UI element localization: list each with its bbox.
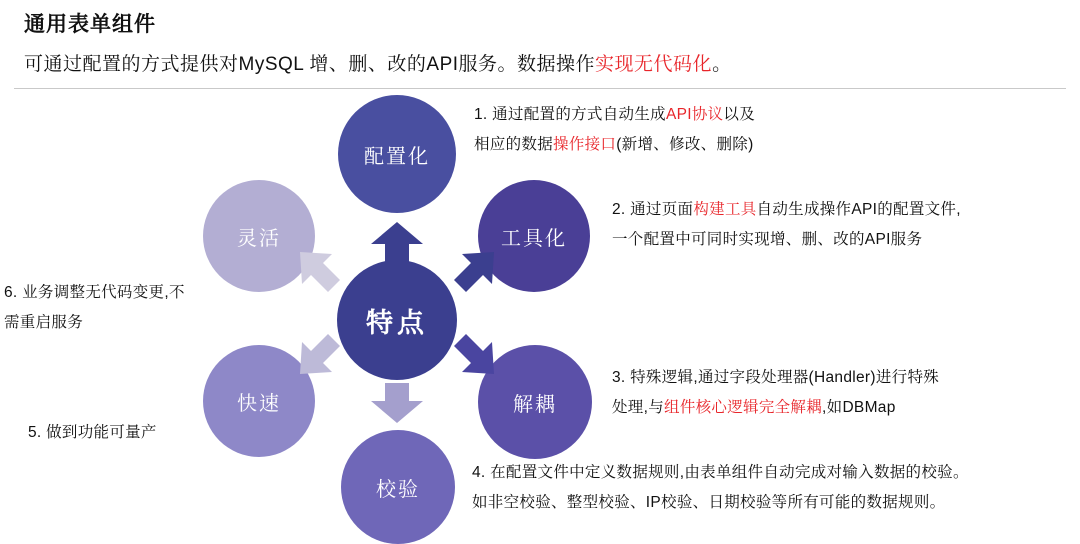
header-divider — [14, 88, 1066, 89]
item-1-line-2-highlight: 操作接口 — [553, 136, 617, 153]
item-1-line-2 — [474, 130, 894, 160]
diagram-node-verify-label: 校验 — [376, 478, 420, 501]
item-2-line-2: 一个配置中可同时实现增、删、改的API服务 — [612, 231, 923, 248]
item-6-line-1: 6. 业务调整无代码变更,不 — [4, 284, 185, 301]
item-2-text — [612, 195, 1052, 255]
diagram-node-center — [337, 260, 457, 380]
item-5-text — [28, 418, 218, 448]
item-3-line-1: 3. 特殊逻辑,通过字段处理器(Handler)进行特殊 — [612, 369, 940, 386]
diagram-node-center-label: 特点 — [366, 307, 428, 338]
arrow-upleft-icon — [298, 250, 344, 296]
item-3-line-2-highlight: 组件核心逻辑完全解耦 — [664, 399, 823, 416]
item-3-line-2 — [612, 393, 1062, 423]
item-5-line-1: 5. 做到功能可量产 — [28, 424, 157, 441]
item-1-line-1-post: 以及 — [723, 106, 756, 123]
item-6-text — [4, 278, 209, 338]
item-2-line-1-post: 自动生成操作API的配置文件, — [756, 201, 961, 218]
page-subtitle — [24, 49, 732, 76]
page-title: 通用表单组件 — [24, 13, 156, 36]
item-1-line-1-highlight: API协议 — [665, 106, 724, 123]
item-3-text — [612, 363, 1062, 423]
subtitle-text-post: 。 — [712, 54, 732, 75]
arrow-up-icon — [371, 222, 423, 262]
item-2-line-1 — [612, 195, 1052, 225]
item-4-text — [472, 458, 1072, 518]
subtitle-highlight: 实现无代码化 — [595, 54, 713, 75]
item-1-text — [474, 100, 894, 160]
diagram-node-fast-label: 快速 — [237, 392, 281, 415]
item-1-line-1 — [474, 100, 894, 130]
diagram-node-config-label: 配置化 — [364, 145, 430, 168]
item-1-line-2-post: (新增、修改、删除) — [616, 136, 754, 153]
diagram-node-flexible-label: 灵活 — [237, 227, 281, 250]
arrow-downright-icon — [450, 330, 496, 376]
diagram-node-verify — [341, 430, 455, 544]
item-2-line-1-highlight: 构建工具 — [693, 201, 757, 218]
item-3-line-2-post: ,如DBMap — [822, 399, 896, 416]
subtitle-text-pre: 可通过配置的方式提供对MySQL 增、删、改的API服务。数据操作 — [24, 54, 596, 75]
item-1-line-2-pre: 相应的数据 — [474, 136, 554, 153]
arrow-down-icon — [371, 383, 423, 423]
item-4-line-2: 如非空校验、整型校验、IP校验、日期校验等所有可能的数据规则。 — [472, 494, 946, 511]
item-1-line-1-pre: 1. 通过配置的方式自动生成 — [474, 106, 666, 123]
item-6-line-2: 需重启服务 — [4, 314, 84, 331]
arrow-upright-icon — [450, 250, 496, 296]
diagram-node-tool-label: 工具化 — [501, 227, 567, 250]
item-3-line-2-pre: 处理,与 — [612, 399, 665, 416]
item-2-line-1-pre: 2. 通过页面 — [612, 201, 694, 218]
arrow-downleft-icon — [298, 330, 344, 376]
item-4-line-1: 4. 在配置文件中定义数据规则,由表单组件自动完成对输入数据的校验。 — [472, 464, 969, 481]
diagram-node-config — [338, 95, 456, 213]
diagram-node-decouple-label: 解耦 — [513, 393, 557, 416]
